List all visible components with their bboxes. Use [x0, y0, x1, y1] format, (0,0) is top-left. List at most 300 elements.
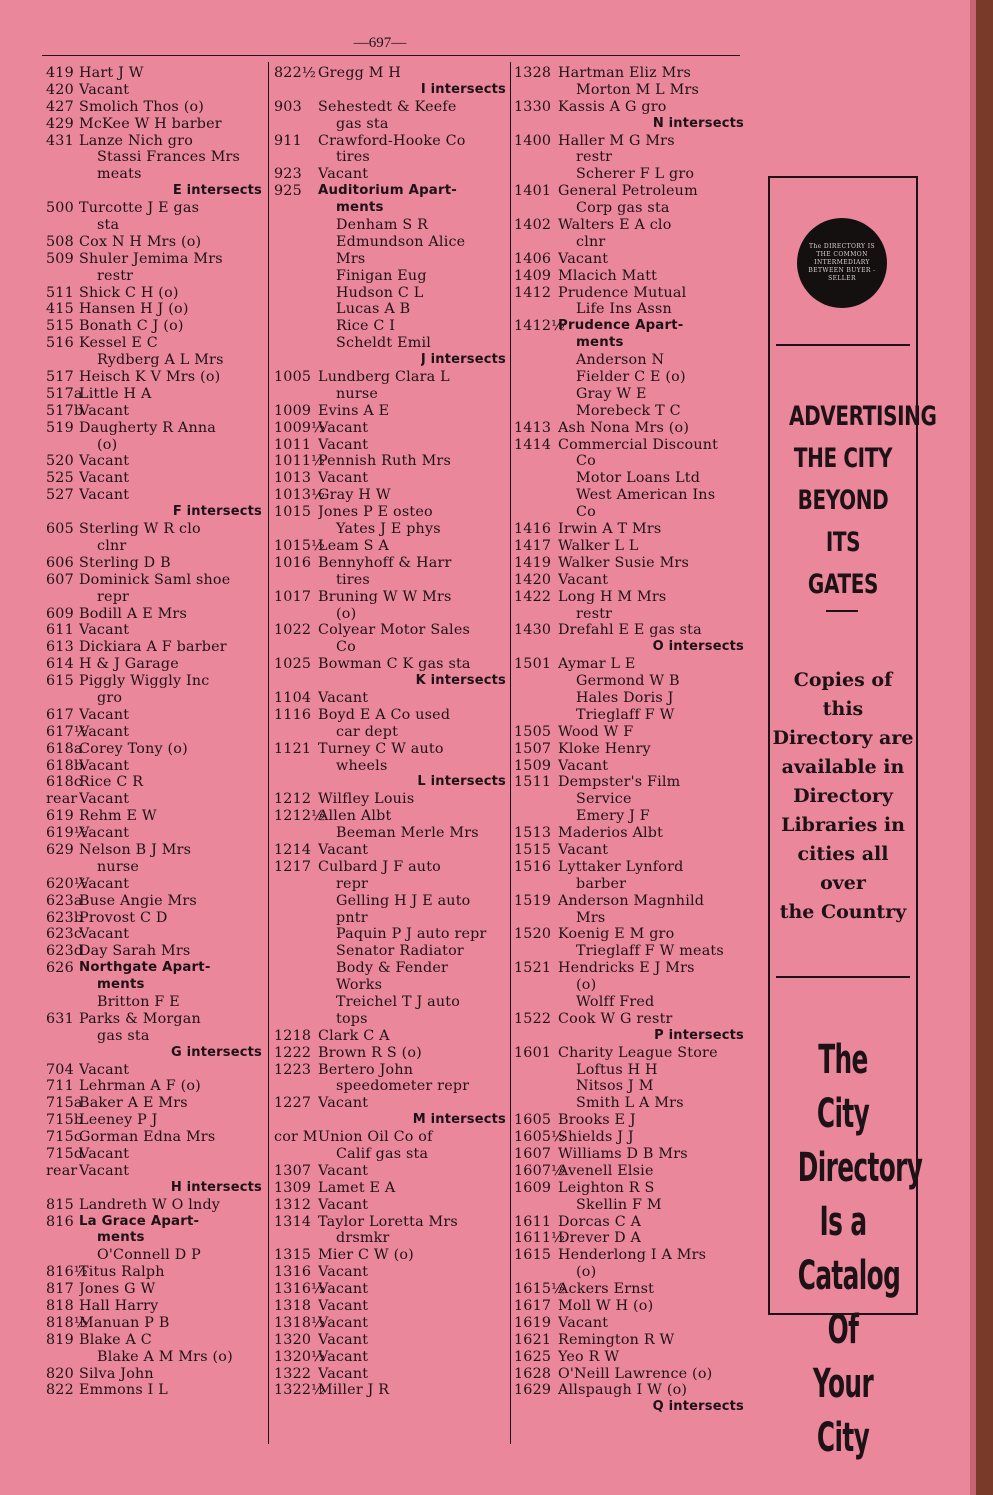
occupant-name: Shick C H (o) — [79, 284, 179, 301]
occupant-name: Silva John — [79, 1365, 154, 1382]
house-number: 815 — [46, 1196, 74, 1213]
directory-entry — [514, 183, 744, 200]
directory-entry — [514, 1197, 744, 1214]
occupant-name: Turcotte J E gas — [79, 200, 200, 217]
directory-entry — [514, 825, 744, 842]
occupant-name: (o) — [576, 1264, 597, 1281]
directory-entry — [274, 538, 506, 555]
directory-entry — [274, 808, 506, 825]
house-number: 1116 — [274, 706, 312, 723]
directory-entry — [274, 1011, 506, 1028]
house-number: 1316 — [274, 1264, 312, 1281]
directory-entry — [274, 1298, 506, 1315]
occupant-name: Vacant — [79, 791, 130, 808]
occupant-name: Dempster's Film — [558, 774, 681, 791]
directory-entry — [274, 724, 506, 741]
directory-entry — [274, 1129, 506, 1146]
directory-entry — [274, 859, 506, 876]
occupant-name: Body & Fender — [336, 960, 449, 977]
house-number — [274, 217, 318, 234]
house-number: 1013 — [274, 470, 312, 487]
house-number: 1409 — [514, 267, 552, 284]
directory-entry — [274, 335, 506, 352]
cross-street-label: K intersects — [415, 673, 506, 689]
directory-entry — [46, 808, 262, 825]
occupant-name: Vacant — [79, 470, 130, 487]
occupant-name: Calif gas sta — [336, 1146, 429, 1162]
occupant-name: Morton M L Mrs — [576, 81, 700, 98]
catalog-line: Your City — [812, 1361, 874, 1461]
occupant-name: McKee W H barber — [79, 115, 222, 132]
house-number: 1413 — [514, 419, 552, 436]
occupant-name: Wilfley Louis — [318, 791, 415, 808]
house-number: 517 — [46, 369, 74, 386]
directory-entry — [46, 420, 262, 437]
directory-entry — [514, 453, 744, 470]
occupant-name: Long H M Mrs — [558, 588, 667, 605]
occupant-name: (o) — [97, 436, 118, 453]
house-number — [46, 859, 79, 876]
occupant-name: Leam S A — [318, 537, 389, 554]
house-number: 613 — [46, 639, 74, 656]
occupant-name: Hales Doris J — [576, 689, 674, 706]
house-number: 1615 — [514, 1247, 552, 1264]
house-number — [514, 234, 558, 251]
house-number: 1022 — [274, 622, 312, 639]
occupant-name: Kassis A G gro — [558, 98, 667, 115]
occupant-name: Vacant — [79, 81, 130, 98]
catalog-line: Catalog Of — [797, 1253, 901, 1353]
directory-entry — [46, 1247, 262, 1264]
directory-entry — [46, 774, 262, 791]
house-number: 715a — [46, 1095, 83, 1112]
occupant-name: Vacant — [79, 1061, 130, 1078]
occupant-name: Remington R W — [558, 1331, 675, 1348]
house-number: 1628 — [514, 1365, 552, 1382]
house-number: 1515 — [514, 841, 552, 858]
house-number: 1629 — [514, 1382, 552, 1399]
house-number — [514, 386, 558, 403]
cross-street-header — [514, 1399, 744, 1416]
directory-entry — [46, 352, 262, 369]
directory-entry — [514, 1129, 744, 1146]
occupant-name: Vacant — [79, 926, 130, 943]
directory-entry — [514, 606, 744, 623]
occupant-name: Lanze Nich gro — [79, 132, 193, 149]
directory-entry — [274, 65, 506, 82]
sidebar-divider — [776, 344, 910, 346]
directory-entry — [514, 1062, 744, 1079]
occupant-name: Beeman Merle Mrs — [336, 825, 479, 842]
house-number: 520 — [46, 453, 74, 470]
occupant-name: Hall Harry — [79, 1298, 159, 1315]
directory-entry — [274, 825, 506, 842]
occupant-name: drsmkr — [336, 1230, 390, 1247]
house-number: 615 — [46, 673, 74, 690]
directory-entry — [46, 65, 262, 82]
occupant-name: Vacant — [79, 1162, 130, 1179]
house-number: 1328 — [514, 65, 552, 81]
directory-entry — [514, 234, 744, 251]
house-number: 1416 — [514, 521, 552, 538]
house-number: 1511 — [514, 774, 552, 791]
occupant-name: Vacant — [318, 689, 369, 706]
occupant-name: Prudence Mutual — [558, 284, 687, 301]
house-number — [274, 521, 318, 538]
occupant-name: Motor Loans Ltd — [576, 470, 701, 487]
house-number: 1402 — [514, 217, 552, 234]
occupant-name: Vacant — [79, 402, 130, 419]
house-number — [274, 318, 318, 335]
house-number: 1104 — [274, 689, 312, 706]
house-number: 623b — [46, 909, 84, 926]
occupant-name: Mlacich Matt — [558, 267, 658, 284]
occupant-name: Vacant — [318, 166, 369, 183]
directory-entry — [514, 926, 744, 943]
house-number: 1414 — [514, 436, 552, 453]
occupant-name: Walker Susie Mrs — [558, 554, 689, 571]
directory-entry — [46, 994, 262, 1011]
directory-entry — [514, 1349, 744, 1366]
house-number: 1607½ — [514, 1162, 566, 1179]
occupant-name: Vacant — [318, 1264, 369, 1281]
slogan-line: ADVERTISING — [788, 401, 937, 432]
house-number — [274, 572, 318, 589]
occupant-name: Titus Ralph — [79, 1264, 165, 1281]
house-number: 618a — [46, 740, 83, 757]
occupant-name: La Grace Apart- — [79, 1213, 200, 1229]
occupant-name: Northgate Apart- — [79, 960, 211, 976]
house-number: 420 — [46, 81, 74, 98]
cross-street-label: P intersects — [654, 1027, 744, 1043]
directory-entry — [46, 724, 262, 741]
directory-entry — [514, 1264, 744, 1281]
occupant-name: Vacant — [318, 841, 369, 858]
directory-entry — [46, 1197, 262, 1214]
house-number — [274, 926, 318, 943]
directory-entry — [514, 1146, 744, 1163]
house-number: 617½ — [46, 723, 88, 740]
occupant-name: Vacant — [79, 757, 130, 774]
occupant-name: Rydberg A L Mrs — [97, 352, 224, 369]
house-number — [514, 606, 558, 623]
house-number: 1217 — [274, 858, 312, 875]
directory-entry — [514, 538, 744, 555]
house-number: 1501 — [514, 656, 552, 673]
occupant-name: West American Ins — [576, 487, 716, 504]
sidebar-divider — [776, 976, 910, 978]
directory-entry — [514, 1247, 744, 1264]
header-rule — [42, 55, 740, 56]
occupant-name: Allspaugh I W (o) — [558, 1382, 688, 1399]
directory-entry — [274, 606, 506, 623]
occupant-name: Gregg M H — [318, 65, 402, 81]
directory-entry — [514, 960, 744, 977]
house-number: 1320½ — [274, 1348, 326, 1365]
directory-entry — [274, 200, 506, 217]
directory-entry — [46, 335, 262, 352]
occupant-name: Brown R S (o) — [318, 1044, 422, 1061]
directory-entry — [514, 690, 744, 707]
directory-entry — [46, 589, 262, 606]
house-number: 1212 — [274, 791, 312, 808]
directory-entry — [274, 1163, 506, 1180]
directory-entry — [274, 1095, 506, 1112]
occupant-name: Allen Albt — [318, 808, 392, 825]
occupant-name: Vacant — [318, 1281, 369, 1298]
directory-entry — [46, 1078, 262, 1095]
occupant-name: Fielder C E (o) — [576, 369, 686, 386]
directory-entry — [274, 1382, 506, 1399]
directory-entry — [46, 301, 262, 318]
occupant-name: Hudson C L — [336, 284, 424, 301]
house-number: rear — [46, 791, 78, 808]
house-number: 816 — [46, 1213, 74, 1230]
house-number — [274, 1078, 318, 1095]
occupant-name: wheels — [336, 757, 388, 774]
house-number — [274, 251, 318, 268]
directory-entry — [274, 555, 506, 572]
house-number — [514, 1264, 558, 1281]
house-number — [514, 352, 558, 369]
directory-entry — [514, 65, 744, 82]
occupant-name: Vacant — [318, 1314, 369, 1331]
house-number: 623a — [46, 892, 83, 909]
house-number: 1430 — [514, 622, 552, 639]
occupant-name: Paquin P J auto repr — [336, 926, 487, 943]
directory-entry — [274, 572, 506, 589]
occupant-name: tires — [336, 149, 370, 166]
house-number — [514, 808, 558, 825]
house-number — [274, 994, 318, 1011]
directory-entry — [46, 217, 262, 234]
house-number: 1011 — [274, 436, 312, 453]
occupant-name: Prudence Apart- — [558, 318, 684, 334]
directory-entry — [514, 1332, 744, 1349]
directory-entry — [46, 910, 262, 927]
occupant-name: Anderson N — [576, 352, 665, 369]
house-number: 1419 — [514, 554, 552, 571]
occupant-name: Drever D A — [558, 1230, 642, 1247]
directory-entry — [46, 977, 262, 994]
directory-entry — [514, 859, 744, 876]
house-number: 1009½ — [274, 419, 326, 436]
house-number — [46, 589, 79, 606]
directory-entry — [274, 1197, 506, 1214]
directory-entry — [274, 943, 506, 960]
directory-entry — [514, 1045, 744, 1062]
occupant-name: Hansen H J (o) — [79, 301, 189, 318]
directory-entry — [514, 1298, 744, 1315]
occupant-name: Lehrman A F (o) — [79, 1078, 201, 1095]
house-number — [46, 977, 79, 994]
copies-line: the Country — [779, 901, 907, 923]
directory-entry — [514, 268, 744, 285]
directory-entry — [274, 622, 506, 639]
directory-entry — [274, 1315, 506, 1332]
occupant-name: Smolich Thos (o) — [79, 98, 205, 115]
house-number: 1312 — [274, 1196, 312, 1213]
house-number: 607 — [46, 571, 74, 588]
house-number — [514, 673, 558, 690]
occupant-name: Cook W G restr — [558, 1010, 673, 1027]
house-number: 1611 — [514, 1213, 552, 1230]
occupant-name: Jones G W — [79, 1281, 156, 1298]
house-number: 817 — [46, 1281, 74, 1298]
cross-street-label: M intersects — [412, 1112, 506, 1128]
directory-entry — [274, 589, 506, 606]
directory-entry — [274, 791, 506, 808]
directory-entry — [46, 200, 262, 217]
occupant-name: Williams D B Mrs — [558, 1146, 688, 1162]
house-number: 1520 — [514, 926, 552, 943]
copies-notice — [770, 666, 916, 927]
house-number: 623d — [46, 943, 84, 960]
directory-entry — [46, 268, 262, 285]
house-number: 715c — [46, 1129, 83, 1146]
occupant-name: Vacant — [318, 436, 369, 453]
house-number: 618c — [46, 774, 83, 791]
house-number: 619 — [46, 808, 74, 825]
house-number: 1318 — [274, 1298, 312, 1315]
occupant-name: restr — [576, 149, 613, 166]
house-number — [514, 369, 558, 386]
directory-entry — [514, 741, 744, 758]
occupant-name: Landreth W O lndy — [79, 1196, 221, 1213]
house-number: 715d — [46, 1146, 84, 1162]
house-number — [514, 876, 558, 893]
directory-entry — [274, 977, 506, 994]
directory-entry — [514, 1078, 744, 1095]
directory-entry — [46, 487, 262, 504]
occupant-name: Vacant — [79, 487, 130, 504]
occupant-name: Crawford-Hooke Co — [318, 132, 466, 149]
directory-entry — [274, 926, 506, 943]
occupant-name: Bertero John — [318, 1061, 414, 1078]
directory-entry — [46, 842, 262, 859]
house-number: 611 — [46, 622, 74, 639]
occupant-name: tires — [336, 571, 370, 588]
house-number: rear — [46, 1162, 78, 1179]
occupant-name: Provost C D — [79, 909, 168, 926]
directory-entry — [274, 369, 506, 386]
directory-entry — [274, 1332, 506, 1349]
occupant-name: Emery J F — [576, 808, 650, 825]
directory-entry — [274, 149, 506, 166]
house-number — [514, 82, 558, 99]
directory-entry — [46, 1095, 262, 1112]
directory-entry — [46, 1011, 262, 1028]
cross-street-header — [274, 352, 506, 369]
house-number: 820 — [46, 1365, 74, 1382]
house-number — [274, 1011, 318, 1028]
directory-entry — [46, 606, 262, 623]
directory-entry — [514, 589, 744, 606]
occupant-name: Vacant — [558, 1314, 609, 1331]
occupant-name: Loftus H H — [576, 1061, 658, 1078]
house-number: 1507 — [514, 740, 552, 757]
house-number: 1522 — [514, 1010, 552, 1027]
house-number — [514, 149, 558, 166]
occupant-name: Vacant — [318, 1196, 369, 1213]
listing-column-3 — [514, 65, 744, 1416]
occupant-name: Vacant — [558, 571, 609, 588]
occupant-name: Anderson Magnhild — [558, 892, 705, 909]
occupant-name: Denham S R — [336, 217, 429, 234]
directory-entry — [514, 572, 744, 589]
directory-entry — [514, 977, 744, 994]
directory-entry — [514, 99, 744, 116]
directory-entry — [46, 82, 262, 99]
occupant-name: Bodill A E Mrs — [79, 605, 187, 622]
occupant-name: Stassi Frances Mrs — [97, 149, 241, 166]
cross-street-label: N intersects — [652, 115, 744, 131]
occupant-name: O'Connell D P — [97, 1247, 201, 1264]
directory-entry — [46, 1062, 262, 1079]
occupant-name: Mier C W (o) — [318, 1247, 414, 1264]
occupant-name: Senator Radiator — [336, 943, 464, 960]
directory-entry — [514, 420, 744, 437]
house-number: 1400 — [514, 132, 552, 149]
directory-entry — [274, 960, 506, 977]
directory-entry — [46, 639, 262, 656]
house-number: 818 — [46, 1298, 74, 1315]
house-number — [514, 1197, 558, 1214]
house-number: 427 — [46, 98, 74, 115]
occupant-name: Hendricks E J Mrs — [558, 960, 695, 977]
house-number: 500 — [46, 200, 74, 217]
occupant-name: Ackers Ernst — [558, 1281, 655, 1298]
occupant-name: Co — [336, 639, 356, 656]
house-number: cor M — [274, 1129, 318, 1146]
directory-entry — [274, 994, 506, 1011]
occupant-name: Bonath C J (o) — [79, 318, 184, 335]
cross-street-label: L intersects — [417, 774, 506, 790]
occupant-name: car dept — [336, 723, 399, 740]
occupant-name: ments — [97, 977, 145, 993]
occupant-name: (o) — [336, 605, 357, 622]
directory-entry — [514, 842, 744, 859]
directory-entry — [46, 386, 262, 403]
directory-entry — [514, 673, 744, 690]
house-number — [514, 166, 558, 183]
directory-entry — [274, 301, 506, 318]
copies-line: Directory are — [772, 727, 914, 749]
occupant-name: Sterling W R clo — [79, 521, 201, 538]
house-number — [46, 538, 79, 555]
directory-entry — [46, 285, 262, 302]
occupant-name: repr — [97, 588, 130, 605]
occupant-name: Vacant — [79, 825, 130, 842]
house-number: 1611½ — [514, 1230, 566, 1247]
house-number: 903 — [274, 98, 302, 115]
directory-entry — [514, 1095, 744, 1112]
house-number — [514, 1095, 558, 1112]
house-number — [46, 352, 79, 369]
directory-entry — [46, 149, 262, 166]
cross-street-label: F intersects — [172, 504, 262, 520]
directory-entry — [46, 251, 262, 268]
directory-entry — [46, 318, 262, 335]
occupant-name: Drefahl E E gas sta — [558, 622, 702, 639]
occupant-name: clnr — [576, 233, 606, 250]
occupant-name: Dominick Saml shoe — [79, 571, 231, 588]
copies-line: Directory — [793, 785, 893, 807]
directory-entry — [46, 1382, 262, 1399]
directory-entry — [46, 791, 262, 808]
directory-entry — [274, 1214, 506, 1231]
directory-entry — [46, 690, 262, 707]
